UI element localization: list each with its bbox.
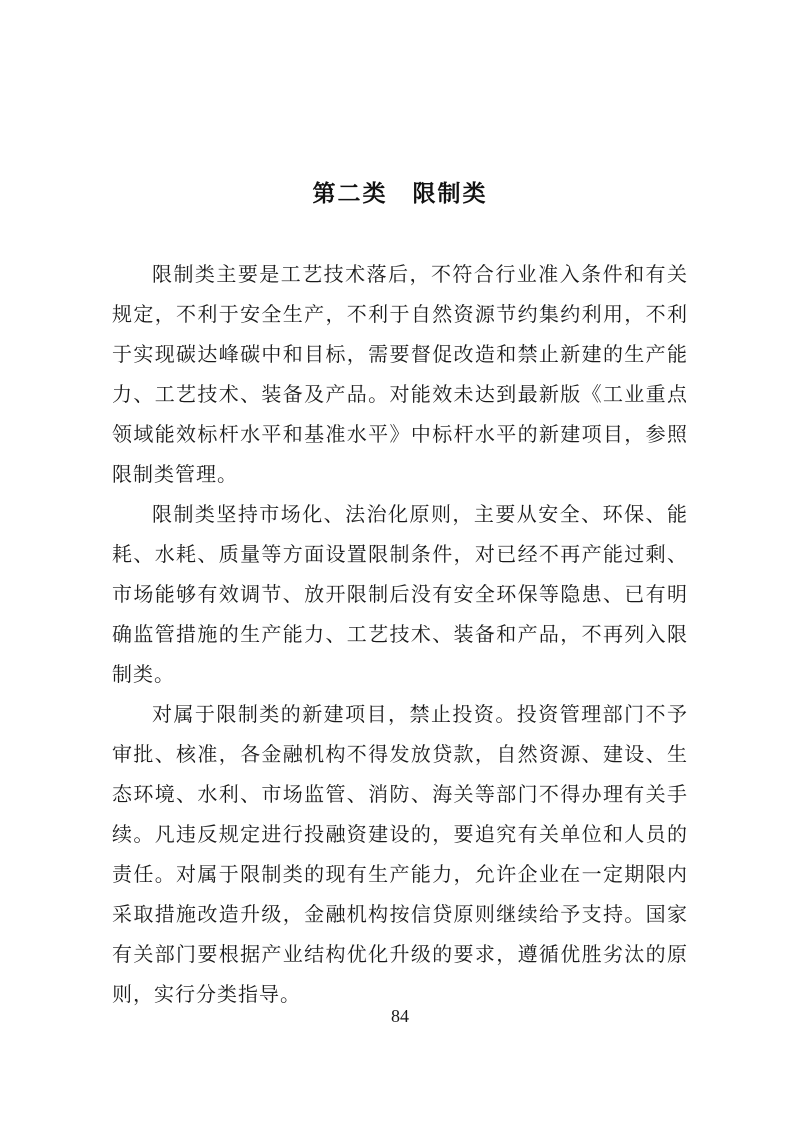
paragraph-2: 限制类坚持市场化、法治化原则，主要从安全、环保、能耗、水耗、质量等方面设置限制条件，对已经不再产能过剩、市场能够有效调节、放开限制后没有安全环保等隐患、已有明确监管措施的生产能力、工艺技术、装备和产品，不再列入限制类。	[112, 504, 688, 686]
paragraph-1: 限制类主要是工艺技术落后，不符合行业准入条件和有关规定，不利于安全生产，不利于自然资源节约集约利用，不利于实现碳达峰碳中和目标，需要督促改造和禁止新建的生产能力、工艺技术、装备及产品。对能效未达到最新版《工业重点领域能效标杆水平和基准水平》中标杆水平的新建项目，参照限制类管理。	[112, 264, 688, 486]
page-number: 84	[391, 1006, 409, 1026]
paragraph-3: 对属于限制类的新建项目，禁止投资。投资管理部门不予审批、核准，各金融机构不得发放贷款，自然资源、建设、生态环境、水利、市场监管、消防、海关等部门不得办理有关手续。凡违反规定进行投融资建设的，要追究有关单位和人员的责任。对属于限制类的现有生产能力，允许企业在一定期限内采取措施改造升级，金融机构按信贷原则继续给予支持。国家有关部门要根据产业结构优化升级的要求，遵循优胜劣汰的原则，实行分类指导。	[112, 704, 688, 1006]
page-title: 第二类 限制类	[312, 180, 488, 206]
document-body	[112, 255, 688, 1015]
